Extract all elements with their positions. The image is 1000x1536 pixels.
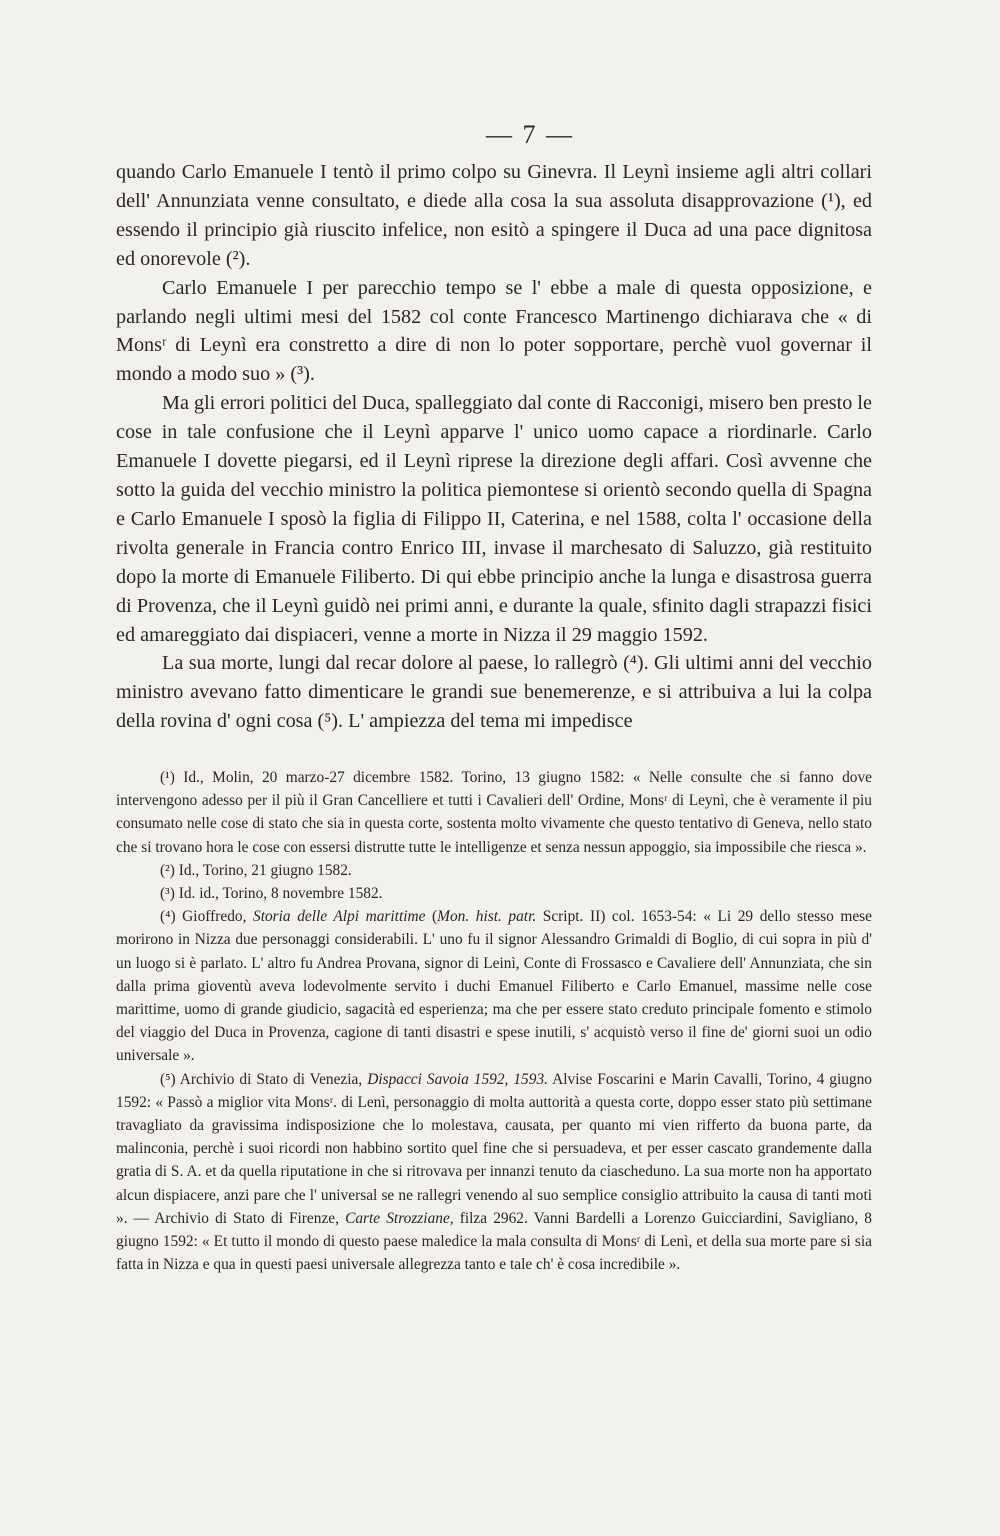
footnote-5-text: Alvise Foscarini e Marin Cavalli, Torino, 4 giugno 1592: « Passò a miglior vita Monsʳ. di Lenì, personaggio di molta auttorità a questa corte, doppo esser stato più settimane travagliato da gravissima indisposizione che lo molestava, causata, per quanto mi vien rifferto da buona parte, da malinconia, perchè i suoi ricordi non habbino sortito quel fine che si persuadeva, et per esser cascato grandemente dalla gratia di S. A. et da quella riputatione in che si ritrovava per innanzi tenuto da ciascheduno. La sua morte non ha apportato alcun dispiacere, anzi pare che l' universal se ne rallegri venendo al suo semplice consiglio attribuito la causa di tanti moti ». — Archivio di Stato di Firenze,: [116, 1070, 873, 1227]
footnote-4-series: Mon. hist. patr.: [437, 908, 537, 926]
footnotes: [116, 766, 872, 1276]
footnote-3: (³) Id. id., Torino, 8 novembre 1582.: [160, 885, 383, 903]
paragraph-4: La sua morte, lungi dal recar dolore al paese, lo rallegrò (⁴). Gli ultimi anni del vecchio ministro avevano fatto dimenticare le grandi sue benemerenze, e si attribuiva a lui la colpa della rovina d' ogni cosa (⁵). L' ampiezza del tema mi impedisce: [116, 652, 872, 733]
footnote-4-paren: (: [425, 908, 438, 926]
footnote-2: (²) Id., Torino, 21 giugno 1582.: [160, 861, 352, 879]
footnote-4-author: (⁴) Gioffredo,: [160, 908, 253, 926]
footnote-1: (¹) Id., Molin, 20 marzo-27 dicembre 1582. Torino, 13 giugno 1582: « Nelle consulte che si fanno dove intervengono adesso per il più il Gran Cancelliere et tutti i Cavalieri dell' Ordine, Monsʳ di Leynì, che è veramente il piu consumato nelle cose di stato che sia in questa corte, sostenta molto vivamente che questo tentativo di Geneva, nello stato che si trovano hora le cose con essersi distrutte tutte le intelligenze et senza nessun appoggio, sia impossibile che riesca ».: [116, 769, 872, 856]
footnote-4-title: Storia delle Alpi marittime: [253, 908, 426, 926]
footnote-5: [116, 1068, 872, 1277]
footnote-4: [116, 905, 872, 1067]
paragraph-1: quando Carlo Emanuele I tentò il primo colpo su Ginevra. Il Leynì insieme agli altri collari dell' Annunziata venne consultato, e diede alla cosa la sua assoluta disapprovazione (¹), ed essendo il principio già riuscito infelice, non esitò a spingere il Duca ad una pace dignitosa ed onorevole (²).: [116, 161, 872, 270]
footnote-4-text: Script. II) col. 1653-54: « Li 29 dello stesso mese morirono in Nizza due personaggi considerabili. L' uno fu il signor Alessandro Grimaldi di Boglio, di cui sopra in più d' un luogo si è parlato. L' altro fu Andrea Provana, signor di Leinì, Conte di Frossasco e Cavaliere dell' Annunziata, che sin dalla prima gioventù aveva lodevolmente servito i duchi Emanuel Filiberto e Carlo Emanuel, massime nelle cose marittime, uomo di grande giudicio, sagacità ed esperienza; ma che per essere stato creduto principale fomento e stimolo del viaggio del Duca in Provenza, cagione di tanti disastri e spese inutili, s' acquistò verso il fine de' giorni suoi un odio universale ».: [116, 908, 872, 1065]
footnote-5-text-2: filza 2962. Vanni Bardelli a Lorenzo Guicciardini, Savigliano, 8 giugno 1592: « Et tutto il mondo di questo paese maledice la mala consulta di Monsʳ di Lenì, et della sua morte pare si sia fatta in Nizza e qua in questi paesi universale allegrezza tanto e tale ch' è cosa incredibile ».: [116, 1209, 872, 1274]
footnote-5-archive: (⁵) Archivio di Stato di Venezia,: [160, 1070, 368, 1088]
paragraph-2: Carlo Emanuele I per parecchio tempo se l' ebbe a male di questa opposizione, e parlando negli ultimi mesi del 1582 col conte Francesco Martinengo dichiarava che « di Monsʳ di Leynì era constretto a dire di non lo poter sopportare, perchè vuol governar il mondo a modo suo » (³).: [116, 276, 872, 386]
footnote-5-collection: Carte Strozziane,: [345, 1209, 454, 1227]
page-number: — 7 —: [486, 120, 574, 149]
footnote-5-title: Dispacci Savoia 1592, 1593.: [367, 1070, 548, 1088]
main-text: [116, 158, 872, 736]
paragraph-3: Ma gli errori politici del Duca, spalleggiato dal conte di Racconigi, misero ben presto le cose in tale confusione che il Leynì apparve l' unico uomo capace a riordinarle. Carlo Emanuele I dovette piegarsi, ed il Leynì riprese la direzione degli affari. Così avvenne che sotto la guida del vecchio ministro la politica piemontese si orientò secondo quella di Spagna e Carlo Emanuele I sposò la figlia di Filippo II, Caterina, e nel 1588, colta l' occasione della rivolta generale in Francia contro Enrico III, invase il marchesato di Saluzzo, già restituito dopo la morte di Emanuele Filiberto. Di qui ebbe principio anche la lunga e disastrosa guerra di Provenza, che il Leynì guidò nei primi anni, e durante la quale, sfinito dagli strapazzi fisici ed amareggiato dai dispiaceri, venne a morte in Nizza il 29 maggio 1592.: [116, 392, 872, 646]
